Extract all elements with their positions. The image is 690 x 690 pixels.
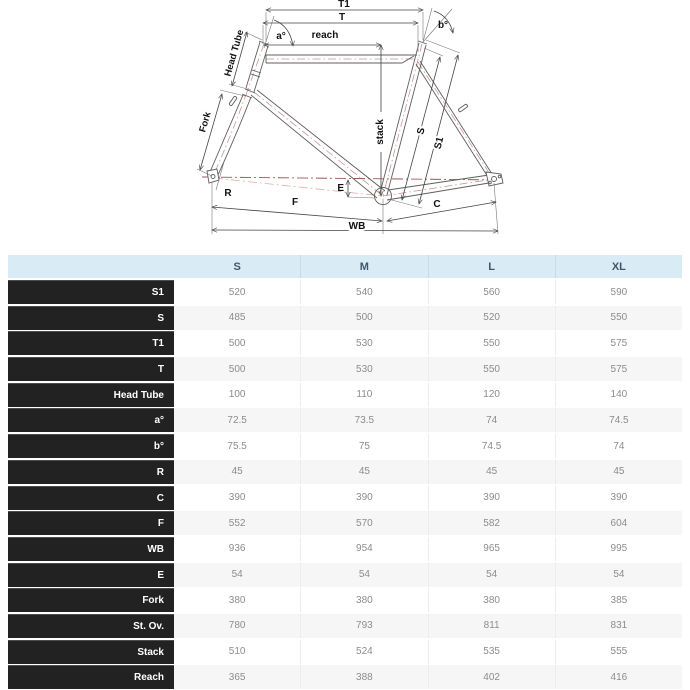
cell-s: 500 [174,331,300,355]
cell-l: 380 [428,588,555,612]
bolt-detail-rear [458,104,468,112]
cell-l: 550 [428,331,555,355]
row-label: Head Tube [8,383,174,407]
cell-s: 780 [174,614,300,638]
cell-l: 54 [428,563,555,587]
row-label: Fork [8,588,174,612]
cell-s: 100 [174,383,300,407]
cell-l: 74 [428,408,555,432]
table-header-row [8,255,682,278]
cell-l: 120 [428,383,555,407]
dim-label-wb: WB [348,221,366,232]
cell-m: 45 [300,460,427,484]
table-row [8,614,682,638]
cell-xl: 74 [555,434,682,458]
cell-xl: 54 [555,563,682,587]
table-row [8,563,682,587]
row-label: Stack [8,640,174,664]
cell-xl: 74.5 [555,408,682,432]
cell-s: 54 [174,563,300,587]
cell-l: 402 [428,665,555,689]
cell-m: 570 [300,511,427,535]
cell-m: 110 [300,383,427,407]
dim-label-s1: S1 [432,135,447,151]
cell-l: 45 [428,460,555,484]
cell-s: 552 [174,511,300,535]
cell-s: 510 [174,640,300,664]
table-row [8,280,682,304]
dim-label-b-angle: b° [437,20,449,31]
cell-xl: 575 [555,331,682,355]
cell-xl: 575 [555,357,682,381]
row-label: b° [8,434,174,458]
cell-xl: 590 [555,280,682,304]
geometry-table [8,255,682,689]
table-row [8,640,682,664]
front-dropout [207,169,219,183]
dimension-lines [200,10,498,231]
cell-m: 390 [300,486,427,510]
cell-xl: 831 [555,614,682,638]
column-header-l: L [428,255,555,278]
cell-l: 582 [428,511,555,535]
cell-m: 524 [300,640,427,664]
cell-m: 75 [300,434,427,458]
header-spacer [8,255,174,278]
column-header-xl: XL [555,255,682,278]
row-label: C [8,486,174,510]
cell-s: 45 [174,460,300,484]
rear-dropout [486,172,503,186]
dim-label-c: C [433,199,441,210]
row-label: S1 [8,280,174,304]
dim-label-t: T [338,12,346,23]
dim-label-t1: T1 [338,0,350,10]
column-header-s: S [233,260,241,273]
cell-m: 954 [300,537,427,561]
dim-label-r: R [224,188,232,199]
cell-xl: 550 [555,306,682,330]
dim-label-a-angle: a° [276,31,286,42]
cell-xl: 416 [555,665,682,689]
cell-s: 72.5 [174,408,300,432]
cell-xl: 140 [555,383,682,407]
cell-s: 365 [174,665,300,689]
dim-label-stack: stack [375,119,386,145]
cell-m: 500 [300,306,427,330]
cell-xl: 555 [555,640,682,664]
row-label: St. Ov. [8,614,174,638]
cell-s: 936 [174,537,300,561]
row-label: F [8,511,174,535]
cell-s: 485 [174,306,300,330]
cell-l: 965 [428,537,555,561]
cell-xl: 45 [555,460,682,484]
cell-xl: 604 [555,511,682,535]
cell-m: 73.5 [300,408,427,432]
row-label: a° [8,408,174,432]
cell-l: 74.5 [428,434,555,458]
table-row [8,665,682,689]
column-header-m: M [300,255,427,278]
cell-m: 530 [300,331,427,355]
dim-label-head-tube: Head Tube [222,28,247,78]
cell-l: 520 [428,306,555,330]
cell-m: 793 [300,614,427,638]
dim-label-reach: reach [311,30,339,41]
bolt-detail-front [229,96,237,106]
table-body [8,280,682,689]
dim-label-f: F [291,197,299,208]
table-row [8,383,682,407]
cell-xl: 385 [555,588,682,612]
table-row [8,434,682,458]
table-row [8,306,682,330]
cell-s: 390 [174,486,300,510]
cell-m: 540 [300,280,427,304]
row-label: Reach [8,665,174,689]
bike-frame-drawing [0,0,690,252]
cell-s: 500 [174,357,300,381]
cell-xl: 995 [555,537,682,561]
front-axle-to-bb-line [214,178,383,196]
row-label: T [8,357,174,381]
dim-label-s: S [415,126,428,136]
table-row [8,537,682,561]
cell-s: 380 [174,588,300,612]
table-row [8,588,682,612]
dim-label-e: E [337,183,344,194]
cell-l: 811 [428,614,555,638]
cell-m: 388 [300,665,427,689]
row-label: E [8,563,174,587]
cell-l: 550 [428,357,555,381]
cell-m: 380 [300,588,427,612]
row-label: WB [8,537,174,561]
cell-l: 560 [428,280,555,304]
cell-s: 520 [174,280,300,304]
cell-m: 530 [300,357,427,381]
cell-s: 75.5 [174,434,300,458]
table-row [8,486,682,510]
table-row [8,408,682,432]
table-row [8,460,682,484]
table-row [8,357,682,381]
row-label: R [8,460,174,484]
frame-geometry-diagram [0,0,690,252]
table-row [8,511,682,535]
table-row [8,331,682,355]
dim-label-fork: Fork [197,110,214,134]
row-label: T1 [8,331,174,355]
cell-xl: 390 [555,486,682,510]
cell-m: 54 [300,563,427,587]
row-label: S [8,306,174,330]
cell-l: 535 [428,640,555,664]
cell-l: 390 [428,486,555,510]
